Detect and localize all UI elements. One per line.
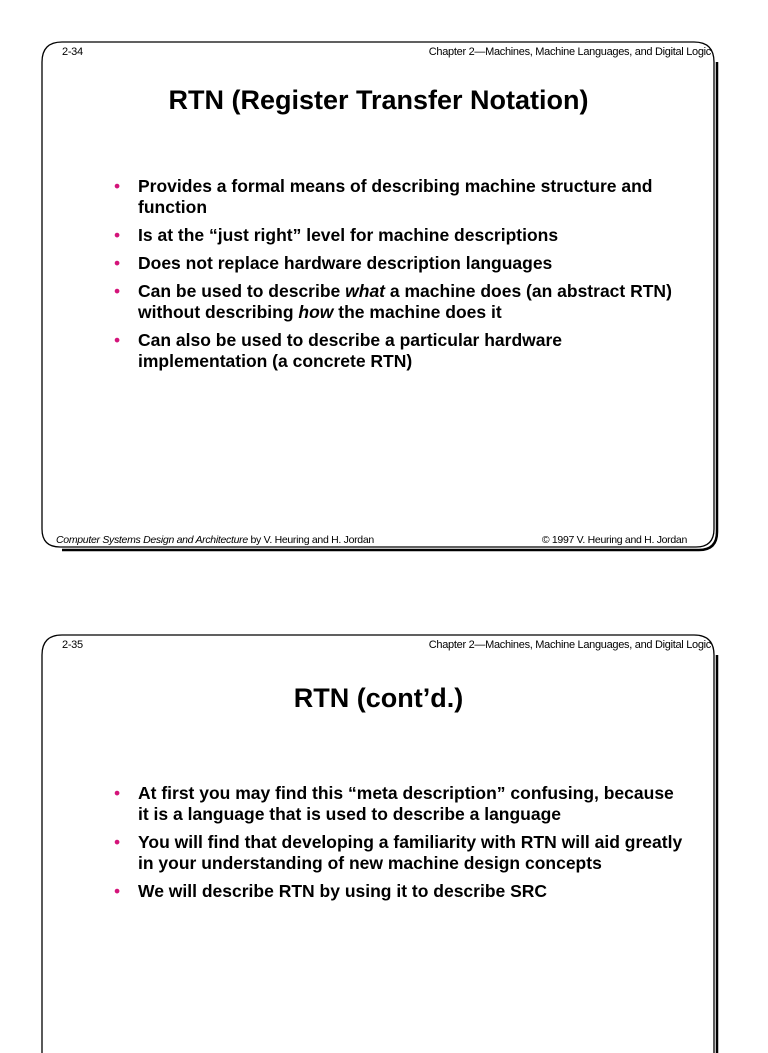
bullet-text: Does not replace hardware description languages <box>138 253 553 273</box>
bullet-text: Can be used to describe <box>138 281 346 301</box>
bullet-marker: • <box>114 832 121 852</box>
slide-title: RTN (Register Transfer Notation) <box>168 85 589 115</box>
bullet-text: You will find that developing a familiarity with RTN will aid greatly in your understanding of new machine design concepts <box>138 832 683 873</box>
bullet-item <box>114 330 687 372</box>
bullet-item <box>114 281 687 323</box>
bullet-marker: • <box>114 253 121 273</box>
bullet-item <box>114 881 687 902</box>
slide-number: 2-34 <box>62 46 83 58</box>
bullet-marker: • <box>114 176 121 196</box>
bullet-text: Can also be used to describe a particular hardware implementation (a concrete RTN) <box>138 330 563 371</box>
footer-book-title: Computer Systems Design and Architecture <box>56 534 248 546</box>
chapter-title: Chapter 2—Machines, Machine Languages, and Digital Logic <box>428 639 711 651</box>
bullet-emphasis: how <box>298 302 334 322</box>
bullet-list <box>114 783 687 909</box>
footer-copyright: © 1997 V. Heuring and H. Jordan <box>541 534 687 546</box>
bullet-marker: • <box>114 281 121 301</box>
slide-header <box>60 46 711 62</box>
bullet-marker: • <box>114 225 121 245</box>
slide-2-34 <box>40 40 717 552</box>
bullet-item <box>114 783 687 825</box>
bullet-text: Is at the “just right” level for machine descriptions <box>138 225 559 245</box>
bullet-marker: • <box>114 330 121 350</box>
bullet-text: Provides a formal means of describing machine structure and function <box>138 176 653 217</box>
footer-citation <box>56 534 374 546</box>
slide-2-35 <box>40 633 717 1053</box>
slide-title: RTN (cont’d.) <box>293 683 464 713</box>
slide-number: 2-35 <box>62 639 83 651</box>
bullet-marker: • <box>114 881 121 901</box>
bullet-marker: • <box>114 783 121 803</box>
bullet-list <box>114 176 687 379</box>
bullet-item <box>114 253 687 274</box>
bullet-text: the machine does it <box>333 302 502 322</box>
bullet-text: At first you may find this “meta description” confusing, because it is a language that is used to describe a language <box>138 783 674 824</box>
slide-header <box>60 639 711 655</box>
bullet-text: a machine does (an abstract RTN) without describing <box>138 281 672 322</box>
bullet-emphasis: what <box>345 281 386 301</box>
bullet-item <box>114 176 687 218</box>
bullet-item <box>114 225 687 246</box>
bullet-item <box>114 832 687 874</box>
chapter-title: Chapter 2—Machines, Machine Languages, and Digital Logic <box>428 46 711 58</box>
bullet-text: We will describe RTN by using it to describe SRC <box>138 881 548 901</box>
footer-authors: by V. Heuring and H. Jordan <box>247 534 374 546</box>
